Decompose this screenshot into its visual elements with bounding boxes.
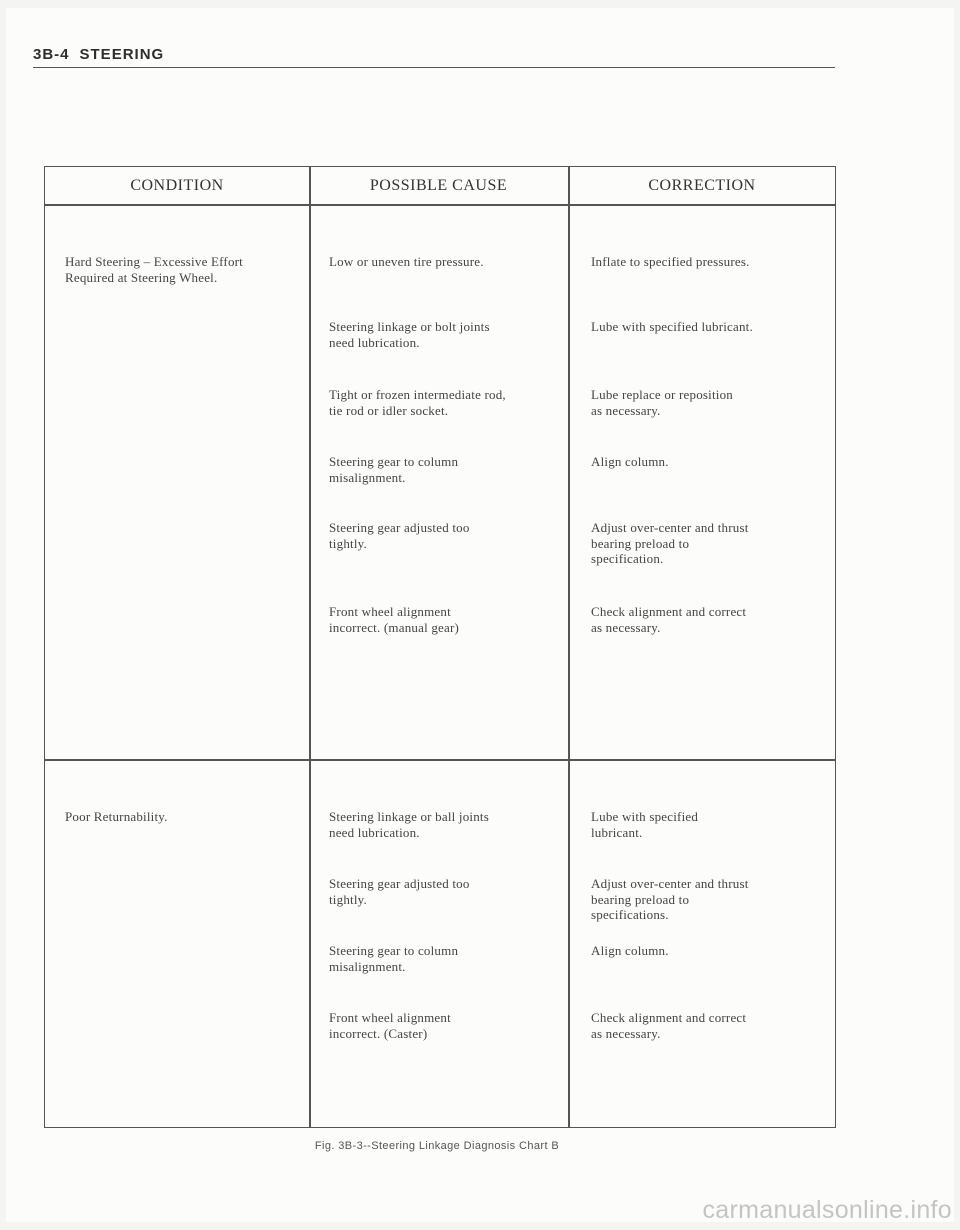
column-divider	[309, 167, 311, 1127]
condition-cell: Hard Steering – Excessive Effort Required at Steering Wheel.	[65, 254, 243, 285]
cause-cell: Steering linkage or bolt joints need lubrication.	[329, 319, 490, 350]
correction-cell: Lube with specified lubricant.	[591, 809, 699, 840]
figure-caption: Fig. 3B-3--Steering Linkage Diagnosis Chart B	[314, 1140, 560, 1152]
header-rule	[33, 67, 835, 68]
correction-cell: Adjust over-center and thrust bearing preload to specification.	[591, 520, 749, 566]
cause-cell: Steering gear adjusted too tightly.	[329, 876, 470, 907]
diagnosis-table	[44, 166, 836, 1128]
correction-cell: Check alignment and correct as necessary.	[591, 1010, 747, 1041]
column-divider	[568, 167, 570, 1127]
cause-cell: Steering gear adjusted too tightly.	[329, 520, 470, 551]
watermark: carmanualsonline.info	[702, 1196, 952, 1224]
correction-cell: Align column.	[591, 454, 669, 469]
cause-cell: Low or uneven tire pressure.	[329, 254, 484, 269]
cause-cell: Front wheel alignment incorrect. (manual gear)	[329, 604, 460, 635]
cause-cell: Steering linkage or ball joints need lubrication.	[329, 809, 490, 840]
correction-cell: Check alignment and correct as necessary.	[591, 604, 747, 635]
page-header	[33, 46, 164, 63]
correction-cell: Lube with specified lubricant.	[591, 319, 753, 334]
section-title: STEERING	[79, 46, 165, 63]
column-header-condition: CONDITION	[130, 177, 224, 194]
header-divider	[45, 204, 835, 206]
cause-cell: Steering gear to column misalignment.	[329, 943, 459, 974]
cause-cell: Tight or frozen intermediate rod, tie rod or idler socket.	[329, 387, 506, 418]
column-header-correction: CORRECTION	[648, 177, 756, 194]
correction-cell: Adjust over-center and thrust bearing preload to specifications.	[591, 876, 749, 922]
group-divider	[45, 759, 835, 761]
section-number: 3B-4	[33, 46, 70, 63]
correction-cell: Align column.	[591, 943, 669, 958]
column-header-possible-cause: POSSIBLE CAUSE	[369, 177, 508, 194]
cause-cell: Steering gear to column misalignment.	[329, 454, 459, 485]
correction-cell: Inflate to specified pressures.	[591, 254, 750, 269]
cause-cell: Front wheel alignment incorrect. (Caster)	[329, 1010, 451, 1041]
condition-cell: Poor Returnability.	[65, 809, 168, 824]
correction-cell: Lube replace or reposition as necessary.	[591, 387, 734, 418]
